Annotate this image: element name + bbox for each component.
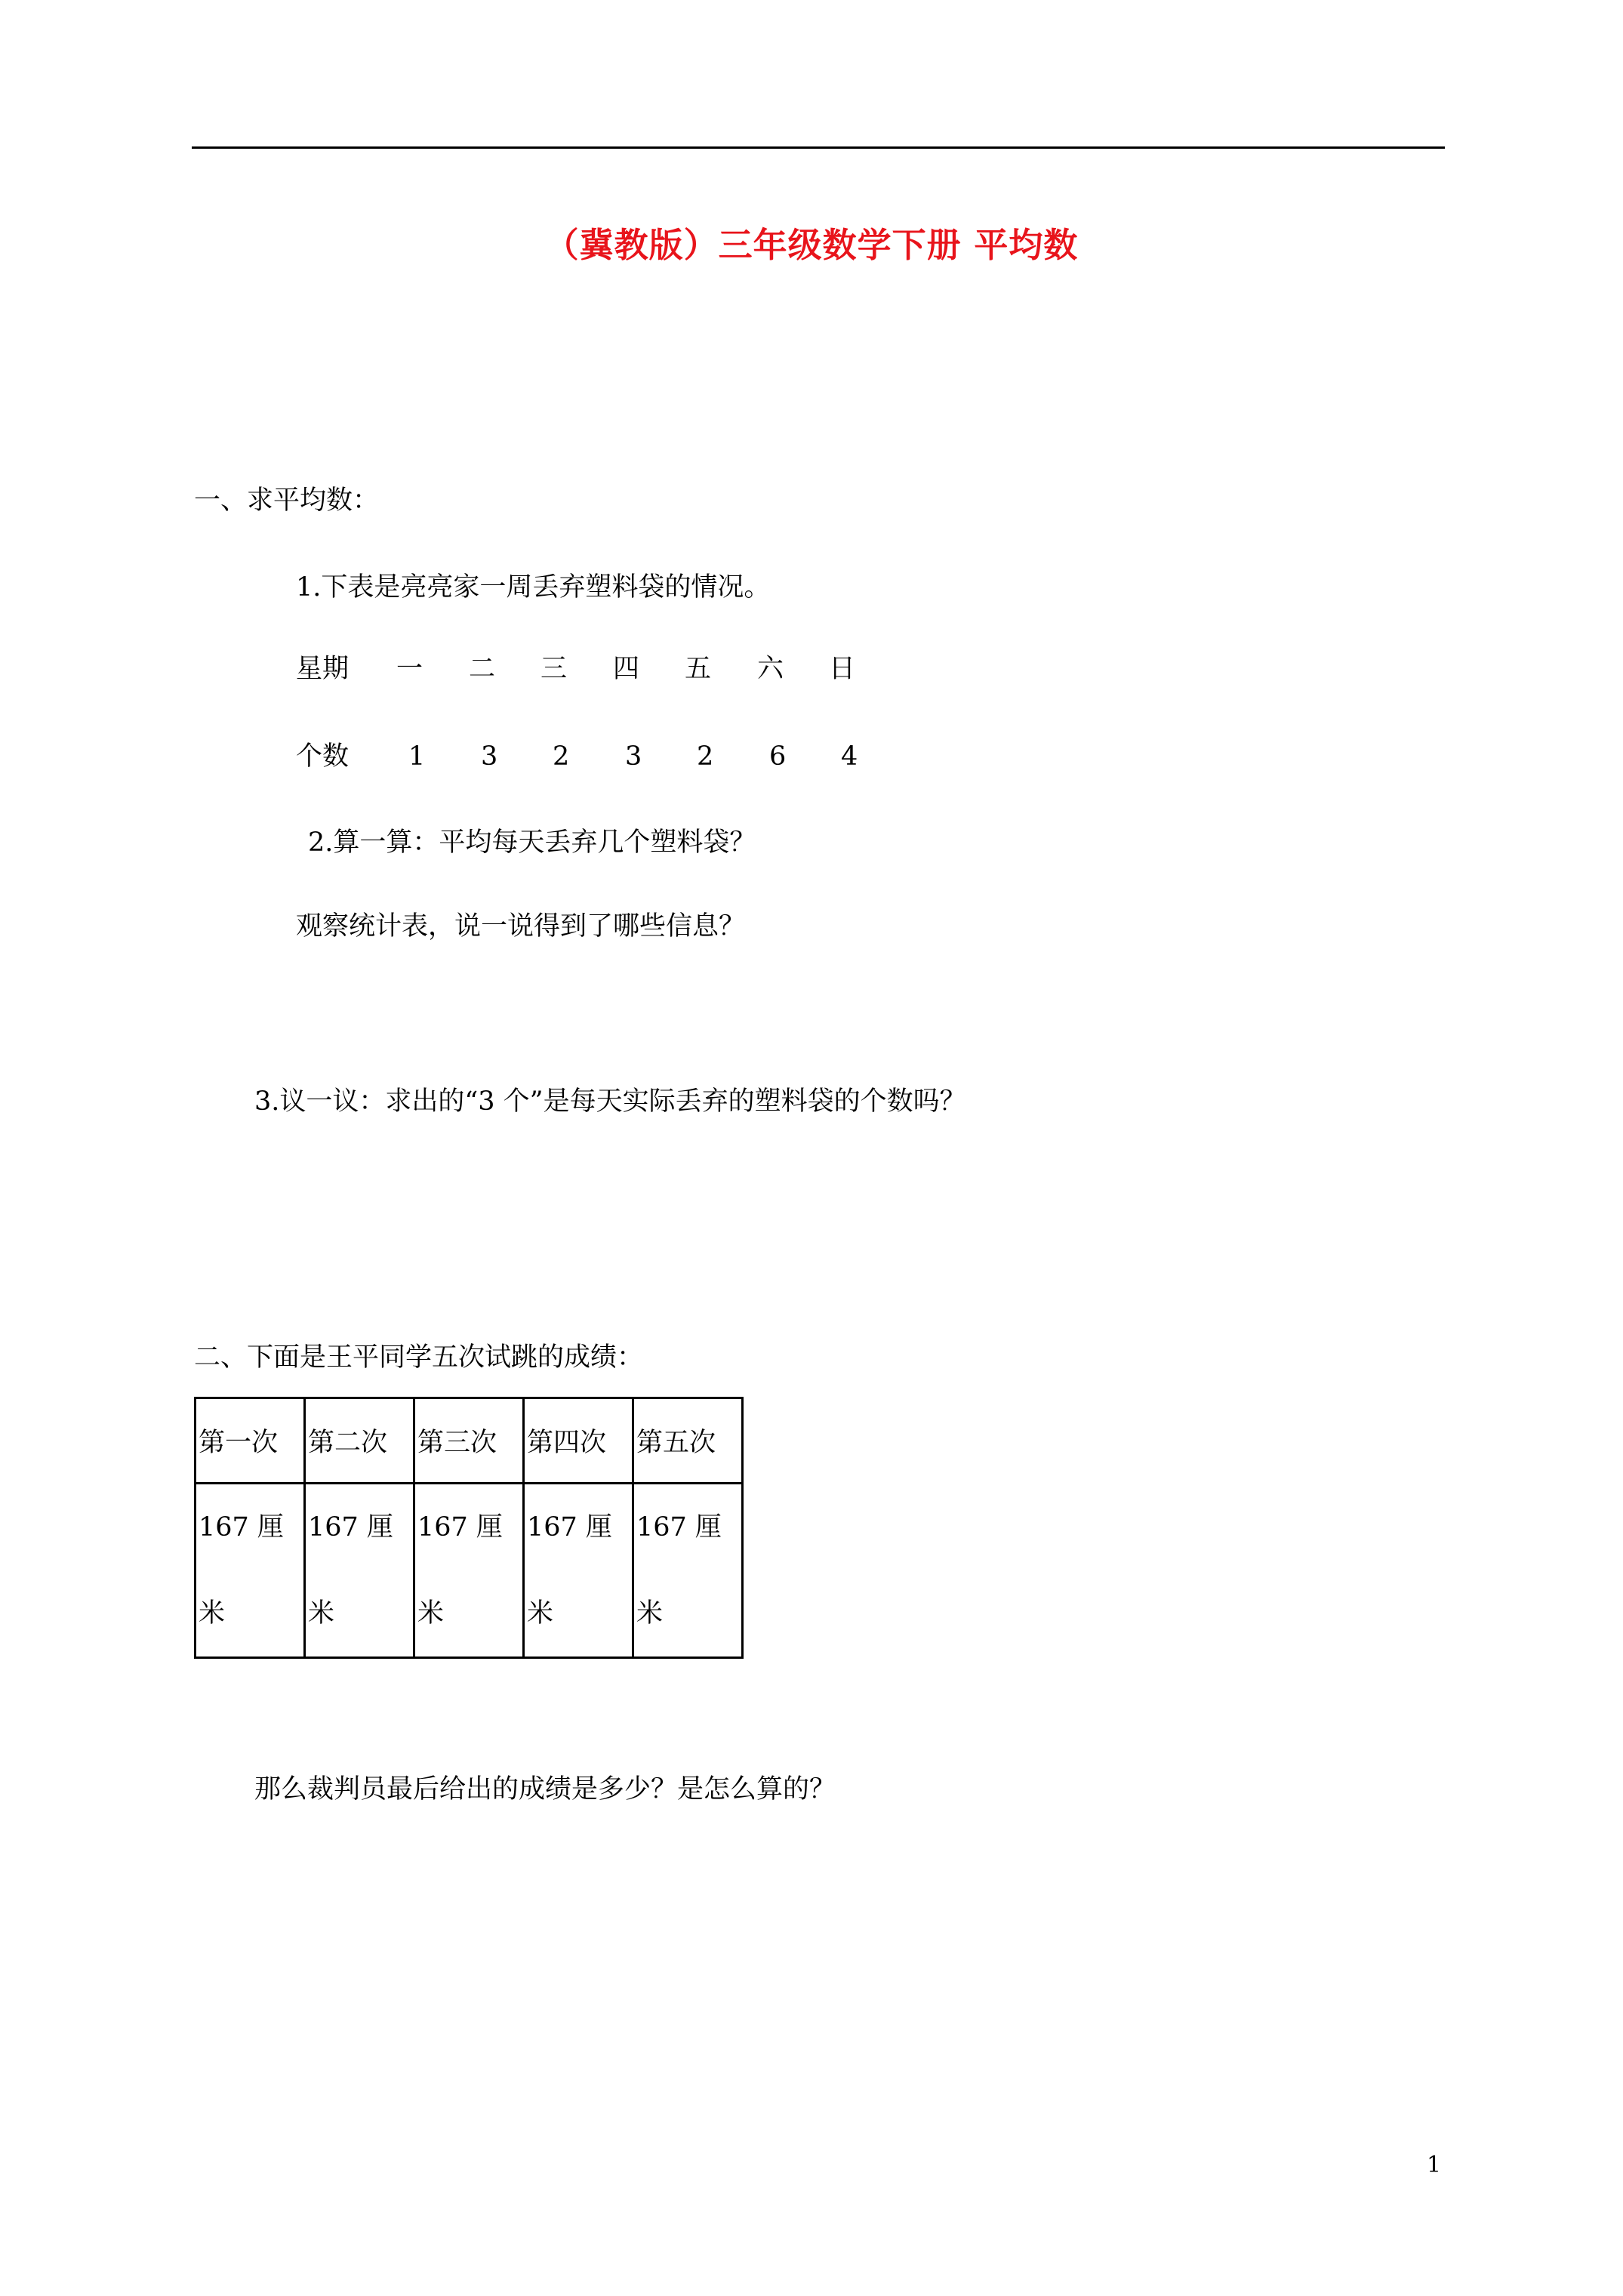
header-cell: 第一次 [196, 1398, 305, 1484]
day-cell: 六 [757, 654, 784, 684]
count-cell: 4 [841, 741, 858, 772]
value-cell: 167 厘米 [196, 1484, 305, 1658]
question-2: 2.算一算：平均每天丢弃几个塑料袋？ [308, 827, 756, 858]
count-cell: 2 [553, 741, 570, 772]
day-cell: 三 [540, 654, 568, 684]
count-cell: 1 [408, 741, 426, 772]
table-row [196, 1484, 743, 1658]
day-cell: 四 [613, 654, 640, 684]
row-label-count: 个数 [296, 741, 350, 772]
header-cell: 第五次 [633, 1398, 743, 1484]
section1-heading: 一、求平均数： [194, 485, 380, 516]
section2-heading: 二、下面是王平同学五次试跳的成绩： [194, 1342, 644, 1373]
day-cell: 一 [396, 654, 423, 684]
value-cell: 167 厘米 [633, 1484, 743, 1658]
question-2-sub: 观察统计表，说一说得到了哪些信息？ [296, 911, 746, 942]
value-cell: 167 厘米 [305, 1484, 414, 1658]
table-header-row [196, 1398, 743, 1484]
count-cell: 3 [625, 741, 642, 772]
header-cell: 第四次 [524, 1398, 633, 1484]
header-cell: 第二次 [305, 1398, 414, 1484]
header-cell: 第三次 [414, 1398, 524, 1484]
question-1: 1.下表是亮亮家一周丢弃塑料袋的情况。 [296, 572, 771, 603]
count-cell: 6 [769, 741, 787, 772]
jump-scores-table [194, 1397, 744, 1659]
day-cell: 二 [469, 654, 496, 684]
row-label-weekday: 星期 [296, 654, 350, 684]
value-cell: 167 厘米 [414, 1484, 524, 1658]
value-cell: 167 厘米 [524, 1484, 633, 1658]
day-cell: 日 [829, 654, 856, 684]
question-3: 3.议一议：求出的“3 个”是每天实际丢弃的塑料袋的个数吗？ [254, 1086, 966, 1117]
page-number: 1 [1427, 2152, 1442, 2178]
day-cell: 五 [685, 654, 712, 684]
count-cell: 2 [697, 741, 714, 772]
section2-question: 那么裁判员最后给出的成绩是多少？是怎么算的？ [254, 1774, 836, 1804]
count-cell: 3 [481, 741, 498, 772]
page-title: （冀教版）三年级数学下册 平均数 [544, 225, 1079, 265]
header-rule [192, 146, 1445, 149]
